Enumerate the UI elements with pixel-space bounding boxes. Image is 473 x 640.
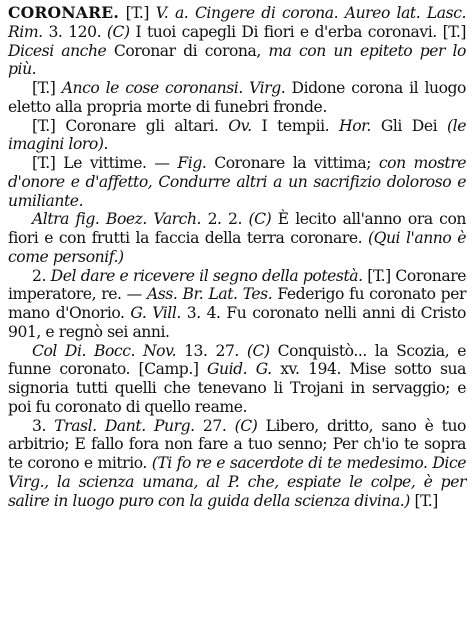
entry-paragraph-col-di [8,342,466,417]
segment: Anco le cose coronansi. Virg. [61,79,286,97]
segment: (C) [246,341,270,360]
segment: È lecito all'anno ora con fiori e con frutti la faccia della terra coronare. [8,210,466,247]
segment: (le imagini loro). [8,116,466,154]
segment: V. a. Cingere di corona. Aureo lat. Lasc. Rim. [8,4,466,41]
segment: Ov. [228,116,252,135]
segment: 2. [32,266,51,285]
segment: [T.] [409,491,438,510]
segment: Trasl. Dant. Purg. [54,416,195,435]
segment: (C) [248,210,272,229]
segment: (C) [234,416,258,435]
segment: I tempii. [251,116,340,135]
segment: Guid. G. [207,360,272,379]
headword: CORONARE. [8,3,119,22]
segment: con mostre d'onore e d'affetto, Condurre altri a un sacrifizio doloroso e umiliante. [8,154,466,210]
segment: Coronare la vittima; [206,154,379,172]
entry-paragraph-other-figurative [8,210,466,266]
entry-paragraph-sense-2 [8,267,466,342]
segment: [T.] Le vittime. — [32,154,178,172]
segment: Ass. Br. Lat. Tes. [146,285,273,304]
segment: [T.] [118,4,156,22]
segment: Hor. [339,116,371,135]
segment: I tuoi capegli Di fiori e d'erba coronavi. [T.] [129,22,467,41]
segment: (Qui l'anno è come personif.) [8,229,466,266]
segment: G. Vill. [130,304,181,322]
segment: 3. 4. Fu coronato nelli anni di Cristo 901, e regnò sei anni. [8,304,466,341]
entry-paragraph-definition [8,4,466,79]
segment: [T.] [32,79,62,97]
segment: Del dare e ricevere il segno della potestà. [50,266,363,285]
segment: Fig. [177,154,207,172]
segment: (C) [106,22,130,41]
segment: Altra fig. Boez. Varch. [32,210,202,229]
segment: Coronar di corona, [106,41,269,60]
segment: 2. 2. [201,210,249,229]
segment: Didone corona il luogo eletto alla propria morte di funebri fronde. [8,79,466,116]
entry-paragraph-sense-3 [8,417,466,511]
segment: xv. 194. Mise sotto sua signoria tutti quelli che tenevano li Trojani in servaggio; e poi fu coronato di quello reame. [8,360,466,416]
segment: Col Di. Bocc. Nov. [32,341,177,360]
segment: Federigo fu coronato per mano d'Onorio. [8,285,466,322]
segment: [T.] Coronare gli altari. [32,116,229,135]
segment: Dicesi anche [8,41,107,60]
segment: 27. [194,416,235,435]
dictionary-entry [8,4,466,510]
segment: Libero, dritto, sano è tuo arbitrio; E fallo fora non fare a tuo senno; Per ch'io te sopra te corono e mitrio. [8,416,466,472]
segment: Conquistò... la Scozia, e funne coronato. [Camp.] [8,341,467,379]
segment: 13. 27. [176,341,247,360]
segment: 3. 120. [42,22,107,41]
entry-paragraph-things-crowned [8,79,466,117]
segment: ma con un epiteto per lo più. [8,41,466,79]
segment: Gli Dei [370,116,448,135]
segment: [T.] Coronare imperatore, re. — [8,266,466,304]
entry-paragraph-altars [8,117,466,155]
segment: (Ti fo re e sacerdote di te medesimo. Dice Virg., la scienza umana, al P. che, espiate le colpe, è per salire in luogo puro con la guida della scienza divina.) [8,454,467,510]
segment: 3. [32,416,55,435]
entry-paragraph-victims [8,154,466,210]
